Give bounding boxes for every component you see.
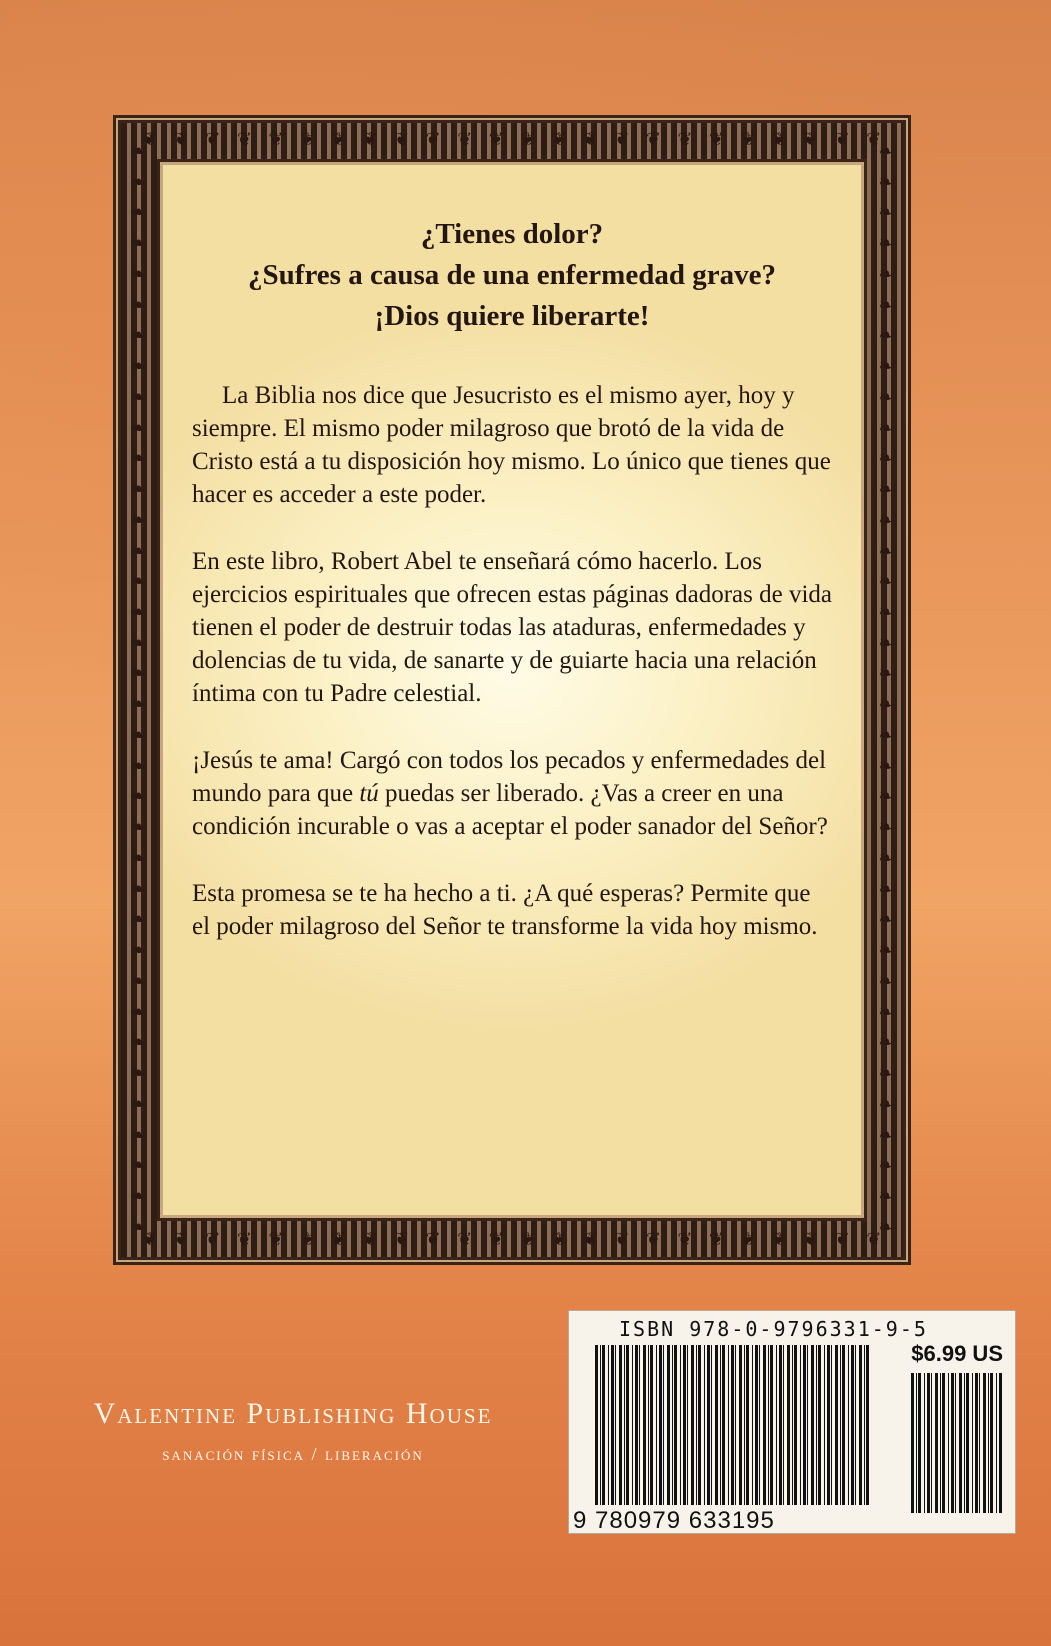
barcode-bar: [916, 1373, 917, 1513]
barcode-bar: [988, 1373, 989, 1513]
scroll-ornament-icon: ❧: [130, 786, 146, 808]
scroll-ornament-icon: ❧: [130, 171, 146, 193]
barcode-bar: [728, 1345, 729, 1505]
barcode-bar: [831, 1345, 832, 1505]
scroll-ornament-icon: ❦: [708, 129, 724, 150]
barcode-bar: [783, 1345, 784, 1505]
scroll-ornament-icon: ❧: [878, 878, 894, 900]
frame-top-ornament: [135, 129, 889, 151]
barcode-bar: [794, 1345, 797, 1505]
isbn-number: ISBN 978-0-9796331-9-5: [619, 1317, 928, 1341]
barcode-bar: [848, 1345, 849, 1505]
scroll-ornament-icon: ❦: [866, 129, 882, 150]
scroll-ornament-icon: ❧: [878, 1032, 894, 1054]
scroll-ornament-icon: ❦: [551, 1229, 567, 1250]
barcode-bar: [615, 1345, 616, 1505]
barcode-bar: [966, 1373, 969, 1513]
scroll-ornament-icon: ❦: [520, 1229, 536, 1250]
scroll-ornament-icon: ❦: [708, 1229, 724, 1250]
barcode-bar: [659, 1345, 662, 1505]
barcode-bar: [739, 1345, 742, 1505]
scroll-ornament-icon: ❦: [488, 129, 504, 150]
scroll-ornament-icon: ❧: [130, 325, 146, 347]
scroll-ornament-icon: ❧: [878, 909, 894, 931]
scroll-ornament-icon: ❧: [878, 970, 894, 992]
scroll-ornament-icon: ❧: [130, 571, 146, 593]
barcode-bar: [674, 1345, 677, 1505]
barcode-bar: [672, 1345, 673, 1505]
barcode-bar: [948, 1373, 949, 1513]
barcode-bar: [643, 1345, 646, 1505]
barcode-bar: [855, 1345, 856, 1505]
barcode-bar: [779, 1345, 782, 1505]
scroll-ornament-icon: ❧: [130, 202, 146, 224]
barcode-bar: [768, 1345, 769, 1505]
scroll-ornament-icon: ❧: [130, 263, 146, 285]
barcode-bar: [667, 1345, 670, 1505]
barcode-bar: [608, 1345, 609, 1505]
barcode-bar: [911, 1373, 914, 1513]
scroll-ornament-icon: ❦: [834, 129, 850, 150]
scroll-ornament-icon: ❧: [878, 632, 894, 654]
scroll-ornament-icon: ❦: [299, 129, 315, 150]
barcode-bar: [648, 1345, 649, 1505]
headline-line-3: ¡Dios quiere liberarte!: [374, 300, 650, 332]
scroll-ornament-icon: ❦: [394, 129, 410, 150]
barcode-bar: [787, 1345, 790, 1505]
scroll-ornament-icon: ❧: [130, 694, 146, 716]
scroll-ornament-icon: ❦: [771, 1229, 787, 1250]
barcode-bar: [715, 1345, 718, 1505]
barcode-bar: [722, 1345, 725, 1505]
scroll-ornament-icon: ❦: [583, 1229, 599, 1250]
barcode-bar: [698, 1345, 701, 1505]
back-cover-text: [192, 214, 832, 977]
barcode-bar: [632, 1345, 633, 1505]
barcode-bar: [824, 1345, 825, 1505]
scroll-ornament-icon: ❧: [878, 1063, 894, 1085]
scroll-ornament-icon: ❦: [142, 1229, 158, 1250]
scroll-ornament-icon: ❦: [173, 1229, 190, 1250]
barcode-bar: [964, 1373, 965, 1513]
scroll-ornament-icon: ❧: [130, 356, 146, 378]
scroll-ornament-icon: ❧: [130, 1063, 146, 1085]
publisher-block: [58, 1396, 528, 1465]
scroll-ornament-icon: ❦: [583, 129, 599, 150]
barcode-bar: [835, 1345, 838, 1505]
barcode-label: [568, 1310, 1016, 1534]
scroll-ornament-icon: ❧: [130, 540, 146, 562]
scroll-ornament-icon: ❧: [130, 233, 146, 255]
scroll-ornament-icon: ❧: [130, 479, 146, 501]
scroll-ornament-icon: ❦: [488, 1229, 504, 1250]
paragraph-3: [192, 744, 832, 843]
scroll-ornament-icon: ❦: [362, 1229, 378, 1250]
scroll-ornament-icon: ❧: [878, 694, 894, 716]
barcode-bar: [687, 1345, 688, 1505]
barcode-bar: [975, 1373, 978, 1513]
scroll-ornament-icon: ❧: [130, 755, 146, 777]
scroll-ornament-icon: ❧: [130, 141, 146, 162]
scroll-ornament-icon: ❧: [878, 171, 894, 193]
barcode-bar: [656, 1345, 657, 1505]
barcode-bar: [940, 1373, 941, 1513]
scroll-ornament-icon: ❦: [394, 1229, 410, 1250]
scroll-ornament-icon: ❧: [878, 202, 894, 224]
frame-left-ornament: [127, 137, 149, 1243]
barcode-bar: [752, 1345, 753, 1505]
scroll-ornament-icon: ❧: [130, 1124, 146, 1146]
scroll-ornament-icon: ❧: [130, 1093, 146, 1115]
scroll-ornament-icon: ❧: [878, 940, 894, 962]
barcode-bar: [624, 1345, 625, 1505]
scroll-ornament-icon: ❧: [878, 479, 894, 501]
barcode-bar: [776, 1345, 777, 1505]
barcode-bar: [704, 1345, 705, 1505]
scroll-ornament-icon: ❧: [878, 325, 894, 347]
barcode-bar: [990, 1373, 993, 1513]
scroll-ornament-icon: ❧: [130, 724, 146, 746]
barcode-bar: [680, 1345, 681, 1505]
scroll-ornament-icon: ❦: [268, 129, 284, 150]
scroll-ornament-icon: ❧: [130, 1032, 146, 1054]
paragraph-4: Esta promesa se te ha hecho a ti. ¿A qué esperas? Permite que el poder milagroso del Señor te transforme la vida hoy mismo.: [192, 880, 818, 940]
scroll-ornament-icon: ❧: [878, 1001, 894, 1023]
scroll-ornament-icon: ❦: [425, 129, 441, 150]
scroll-ornament-icon: ❦: [520, 129, 536, 150]
scroll-ornament-icon: ❧: [878, 141, 894, 162]
ean-barcode: [593, 1345, 873, 1505]
scroll-ornament-icon: ❦: [205, 129, 221, 150]
scroll-ornament-icon: ❦: [173, 129, 190, 150]
scroll-ornament-icon: ❧: [878, 386, 894, 408]
barcode-bar: [600, 1345, 601, 1505]
barcode-bar: [639, 1345, 640, 1505]
scroll-ornament-icon: ❦: [362, 129, 378, 150]
scroll-ornament-icon: ❦: [142, 129, 158, 150]
barcode-bar: [720, 1345, 721, 1505]
scroll-ornament-icon: ❧: [130, 1155, 146, 1177]
barcode-bar: [924, 1373, 925, 1513]
headline: [192, 214, 832, 337]
scroll-ornament-icon: ❧: [878, 1093, 894, 1115]
barcode-bar: [735, 1345, 736, 1505]
barcode-bar: [866, 1345, 869, 1505]
scroll-ornament-icon: ❦: [645, 1229, 662, 1250]
scroll-ornament-icon: ❧: [878, 1185, 894, 1207]
scroll-ornament-icon: ❧: [878, 1124, 894, 1146]
paragraph-3-emphasis: tú: [359, 780, 379, 807]
scroll-ornament-icon: ❧: [130, 509, 146, 531]
scroll-ornament-icon: ❧: [878, 417, 894, 439]
headline-line-2: ¿Sufres a causa de una enfermedad grave?: [248, 259, 776, 291]
scroll-ornament-icon: ❧: [878, 602, 894, 624]
barcode-bar: [770, 1345, 773, 1505]
scroll-ornament-icon: ❧: [878, 448, 894, 470]
price-addon-barcode: [909, 1373, 1005, 1513]
barcode-bar: [983, 1373, 986, 1513]
barcode-bar: [635, 1345, 638, 1505]
scroll-ornament-icon: ❧: [130, 632, 146, 654]
barcode-bar: [744, 1345, 745, 1505]
scroll-ornament-icon: ❧: [878, 571, 894, 593]
barcode-bar: [763, 1345, 766, 1505]
scroll-ornament-icon: ❧: [130, 663, 146, 685]
scroll-ornament-icon: ❧: [130, 417, 146, 439]
scroll-ornament-icon: ❧: [878, 1155, 894, 1177]
barcode-bar: [972, 1373, 973, 1513]
barcode-bar: [864, 1345, 865, 1505]
barcode-bar: [707, 1345, 710, 1505]
barcode-bar: [951, 1373, 954, 1513]
scroll-ornament-icon: ❧: [878, 724, 894, 746]
barcode-digits: 9 780979 633195: [573, 1507, 775, 1534]
barcode-bar: [683, 1345, 686, 1505]
scroll-ornament-icon: ❦: [425, 1229, 441, 1250]
barcode-bar: [611, 1345, 614, 1505]
scroll-ornament-icon: ❧: [878, 356, 894, 378]
scroll-ornament-icon: ❦: [551, 129, 567, 150]
scroll-ornament-icon: ❦: [803, 1229, 819, 1250]
scroll-ornament-icon: ❦: [331, 1229, 347, 1250]
barcode-bar: [816, 1345, 817, 1505]
scroll-ornament-icon: ❧: [130, 1001, 146, 1023]
barcode-bar: [803, 1345, 806, 1505]
scroll-ornament-icon: ❦: [299, 1229, 315, 1250]
scroll-ornament-icon: ❦: [740, 129, 756, 150]
scroll-ornament-icon: ❧: [878, 509, 894, 531]
scroll-ornament-icon: ❧: [130, 294, 146, 316]
publisher-name: Valentine Publishing House: [93, 1397, 493, 1430]
scroll-ornament-icon: ❧: [878, 786, 894, 808]
paragraph-3-end: puedas ser liberado. ¿Vas a creer en una condición incurable o vas a aceptar el poder sanador del Señor?: [192, 780, 828, 840]
scroll-ornament-icon: ❦: [866, 1229, 882, 1250]
scroll-ornament-icon: ❧: [878, 755, 894, 777]
scroll-ornament-icon: ❧: [878, 663, 894, 685]
barcode-bar: [811, 1345, 814, 1505]
price-label: $6.99 US: [911, 1341, 1003, 1366]
frame-bottom-ornament: [135, 1229, 889, 1251]
barcode-bar: [818, 1345, 821, 1505]
barcode-bar: [759, 1345, 760, 1505]
scroll-ornament-icon: ❧: [130, 847, 146, 869]
scroll-ornament-icon: ❧: [130, 602, 146, 624]
barcode-bar: [927, 1373, 930, 1513]
frame-right-ornament: [875, 137, 897, 1243]
barcode-bar: [746, 1345, 749, 1505]
barcode-bar: [696, 1345, 697, 1505]
scroll-ornament-icon: ❦: [677, 1229, 693, 1250]
barcode-bar: [807, 1345, 808, 1505]
scroll-ornament-icon: ❦: [803, 129, 819, 150]
barcode-bar: [800, 1345, 801, 1505]
barcode-bar: [827, 1345, 830, 1505]
barcode-bar: [711, 1345, 712, 1505]
scroll-ornament-icon: ❦: [614, 129, 630, 150]
barcode-bar: [979, 1373, 980, 1513]
book-category: sanación física / liberación: [162, 1444, 424, 1464]
scroll-ornament-icon: ❧: [130, 448, 146, 470]
headline-line-1: ¿Tienes dolor?: [420, 218, 604, 250]
scroll-ornament-icon: ❦: [331, 129, 347, 150]
barcode-bar: [663, 1345, 664, 1505]
scroll-ornament-icon: ❧: [878, 263, 894, 285]
barcode-bar: [918, 1373, 921, 1513]
barcode-bar: [955, 1373, 956, 1513]
barcode-bar: [935, 1373, 938, 1513]
scroll-ornament-icon: ❦: [268, 1229, 284, 1250]
scroll-ornament-icon: ❦: [457, 1229, 473, 1250]
barcode-bar: [996, 1373, 997, 1513]
scroll-ornament-icon: ❧: [878, 540, 894, 562]
barcode-bar: [851, 1345, 854, 1505]
scroll-ornament-icon: ❧: [130, 878, 146, 900]
scroll-ornament-icon: ❧: [878, 294, 894, 316]
paragraph-1: La Biblia nos dice que Jesucristo es el mismo ayer, hoy y siempre. El mismo poder milagroso que brotó de la vida de Cristo está a tu disposición hoy mismo. Lo único que tienes que hacer es acceder a este poder.: [192, 382, 831, 508]
scroll-ornament-icon: ❧: [130, 1185, 146, 1207]
scroll-ornament-icon: ❧: [130, 817, 146, 839]
barcode-bar: [755, 1345, 758, 1505]
barcode-bar: [942, 1373, 945, 1513]
scroll-ornament-icon: ❧: [878, 817, 894, 839]
scroll-ornament-icon: ❧: [878, 233, 894, 255]
barcode-bar: [931, 1373, 932, 1513]
scroll-ornament-icon: ❦: [236, 129, 252, 150]
scroll-ornament-icon: ❦: [614, 1229, 630, 1250]
barcode-bar: [999, 1373, 1002, 1513]
scroll-ornament-icon: ❧: [130, 386, 146, 408]
barcode-bar: [731, 1345, 734, 1505]
barcode-bar: [650, 1345, 653, 1505]
barcode-bar: [602, 1345, 605, 1505]
barcode-bar: [792, 1345, 793, 1505]
scroll-ornament-icon: ❦: [771, 129, 787, 150]
barcode-bar: [626, 1345, 629, 1505]
barcode-bar: [619, 1345, 622, 1505]
paragraph-3-start: ¡Jesús te ama! Cargó con todos los pecados y enfermedades del mundo para que: [192, 747, 827, 807]
scroll-ornament-icon: ❦: [457, 129, 473, 150]
scroll-ornament-icon: ❧: [130, 940, 146, 962]
scroll-ornament-icon: ❦: [740, 1229, 756, 1250]
barcode-bar: [691, 1345, 694, 1505]
scroll-ornament-icon: ❦: [645, 129, 662, 150]
scroll-ornament-icon: ❧: [130, 909, 146, 931]
scroll-ornament-icon: ❦: [205, 1229, 221, 1250]
barcode-bar: [859, 1345, 862, 1505]
barcode-bar: [840, 1345, 841, 1505]
barcode-bar: [595, 1345, 598, 1505]
scroll-ornament-icon: ❧: [130, 970, 146, 992]
barcode-bar: [959, 1373, 962, 1513]
paragraph-2: En este libro, Robert Abel te enseñará cómo hacerlo. Los ejercicios espirituales que ofrecen estas páginas dadoras de vida tienen el poder de destruir todas las ataduras, enfermedades y dolencias de tu vida, de sanarte y de guiarte hacia una relación íntima con tu Padre celestial.: [192, 548, 833, 707]
barcode-bar: [842, 1345, 845, 1505]
scroll-ornament-icon: ❦: [834, 1229, 850, 1250]
scroll-ornament-icon: ❦: [677, 129, 693, 150]
scroll-ornament-icon: ❧: [130, 1216, 146, 1238]
scroll-ornament-icon: ❧: [878, 1216, 894, 1238]
scroll-ornament-icon: ❧: [878, 847, 894, 869]
scroll-ornament-icon: ❦: [236, 1229, 252, 1250]
